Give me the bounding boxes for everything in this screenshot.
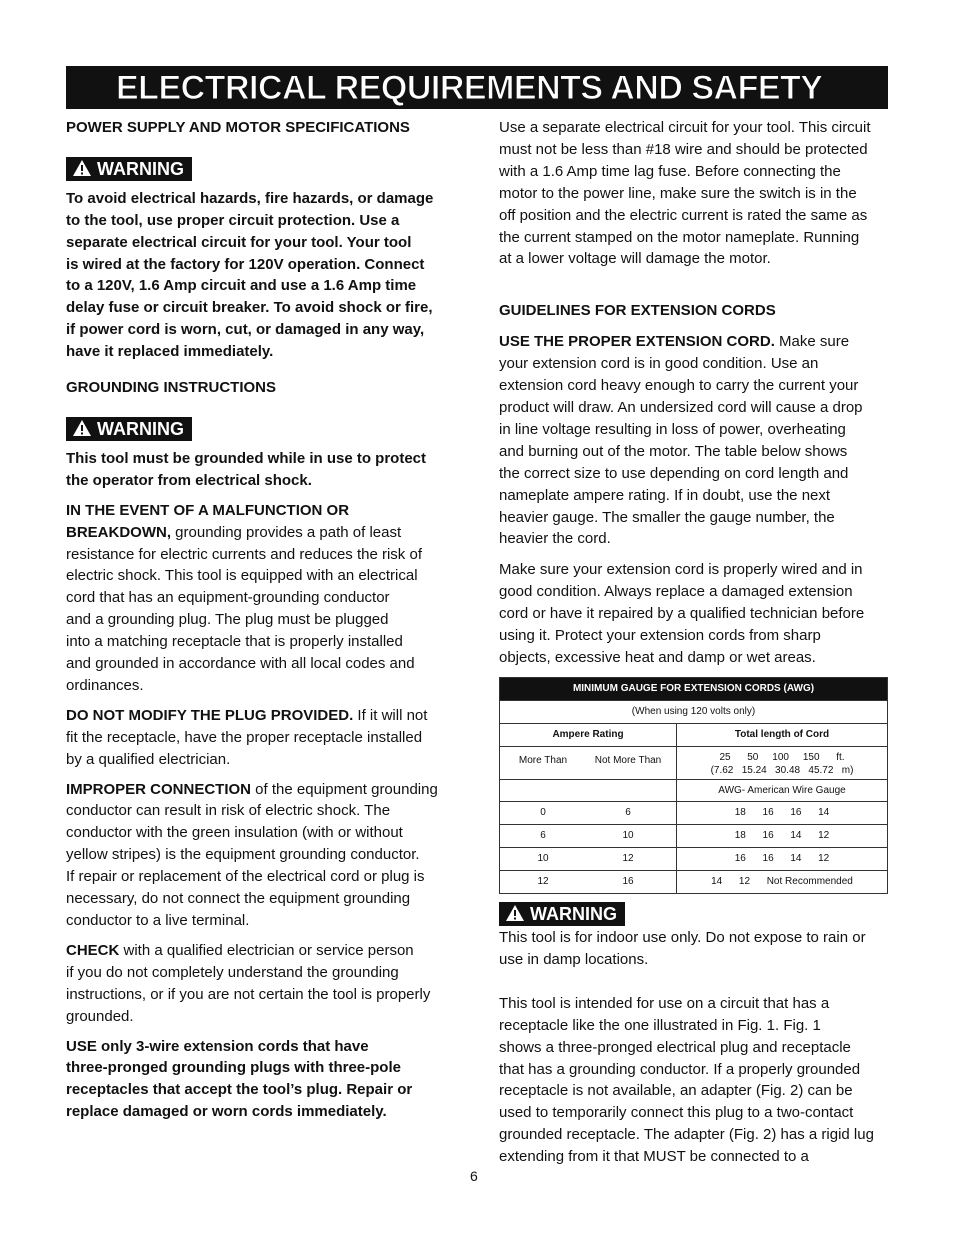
text-line: motor to the power line, make sure the switch is in the xyxy=(499,184,857,202)
extension-cord-table xyxy=(499,677,888,894)
text-line: that has a grounding conductor. If a properly grounded xyxy=(499,1060,861,1078)
text-line: receptacle is not available, an adapter (Fig. 2) can be xyxy=(499,1082,853,1100)
more-value: 10 xyxy=(537,853,549,865)
text-span: of the equipment grounding xyxy=(251,780,438,798)
warning-label: WARNING xyxy=(97,158,184,179)
text-line: with a 1.6 Amp time lag fuse. Before connecting the xyxy=(499,162,841,180)
warning-label: WARNING xyxy=(530,904,617,925)
gauge-cell: 14 12 Not Recommended xyxy=(677,871,888,894)
text-line: at a lower voltage will damage the motor. xyxy=(499,250,771,268)
text-line: used to temporarily connect this plug to a two-contact xyxy=(499,1104,854,1122)
notmore-value: 10 xyxy=(622,830,634,842)
text-line: grounded. xyxy=(66,1007,134,1025)
text-line: if power cord is worn, cut, or damaged in any way, xyxy=(66,321,425,339)
ampere-cell xyxy=(500,871,677,894)
empty-cell xyxy=(500,779,677,802)
text-line: grounded receptacle. The adapter (Fig. 2) has a rigid lug xyxy=(499,1126,874,1144)
section-heading-grounding: GROUNDING INSTRUCTIONS xyxy=(66,379,276,397)
section-heading-power: POWER SUPPLY AND MOTOR SPECIFICATIONS xyxy=(66,119,410,136)
text-line: use in damp locations. xyxy=(499,950,649,968)
text-span: grounding provides a path of least xyxy=(171,523,402,541)
text-line xyxy=(66,705,458,727)
gauge-cell: 16 16 14 12 xyxy=(677,848,888,871)
text-line: and grounded in accordance with all local codes and xyxy=(66,655,415,673)
more-value: 12 xyxy=(537,876,549,888)
header-ampere: Ampere Rating xyxy=(500,723,677,746)
text-line: the operator from electrical shock. xyxy=(66,471,312,489)
text-line: resistance for electric currents and reduces the risk of xyxy=(66,545,422,563)
notmore-value: 16 xyxy=(622,876,634,888)
gauge-cell: 18 16 16 14 xyxy=(677,802,888,825)
ampere-cell xyxy=(500,848,677,871)
bold-phrase: IMPROPER CONNECTION xyxy=(66,780,252,798)
text-line: if you do not completely understand the grounding xyxy=(66,963,399,981)
text-line: to the tool, use proper circuit protection. Use a xyxy=(66,211,400,229)
bold-phrase: BREAKDOWN, xyxy=(66,523,171,541)
text-line: conductor to a live terminal. xyxy=(66,912,250,929)
text-line: IN THE EVENT OF A MALFUNCTION OR xyxy=(66,501,350,519)
text-line: cord or have it repaired by a qualified technician before xyxy=(499,605,865,623)
gauge-cell: 18 16 14 12 xyxy=(677,825,888,848)
warning-text-2 xyxy=(66,448,458,492)
text-span: Make sure xyxy=(774,333,850,351)
text-line: into a matching receptacle that is properly installed xyxy=(66,633,403,651)
paragraph-3wire xyxy=(66,1036,458,1124)
paragraph-malfunction xyxy=(66,500,458,697)
page-title: ELECTRICAL REQUIREMENTS AND SAFETY xyxy=(116,69,823,107)
table-row xyxy=(500,802,888,825)
text-line: USE only 3-wire extension cords that have xyxy=(66,1037,369,1055)
text-line: your extension cord is in good condition. Use an xyxy=(499,355,819,373)
text-span: with a qualified electrician or service person xyxy=(119,941,414,959)
text-line: is wired at the factory for 120V operation. Connect xyxy=(66,255,425,273)
more-value: 6 xyxy=(540,830,546,842)
notmore-value: 12 xyxy=(622,853,634,865)
text-line: To avoid electrical hazards, fire hazards, or damage xyxy=(66,189,434,207)
text-line: good condition. Always replace a damaged extension xyxy=(499,583,853,601)
text-line: must not be less than #18 wire and should be protected xyxy=(499,140,868,158)
text-line: necessary, do not connect the equipment grounding xyxy=(66,890,411,908)
ampere-cell xyxy=(500,802,677,825)
paragraph-check xyxy=(66,940,458,1028)
warning-text-1 xyxy=(66,188,458,363)
text-line: Use a separate electrical circuit for your tool. This circuit xyxy=(499,119,871,136)
text-line: off position and the electric current is rated the same as xyxy=(499,206,868,224)
paragraph-circuit xyxy=(499,117,891,270)
text-line: and burning out of the motor. The table below shows xyxy=(499,442,848,460)
paragraph-indoor xyxy=(499,927,891,971)
text-line: nameplate ampere rating. If in doubt, use the next xyxy=(499,486,831,504)
text-line: have it replaced immediately. xyxy=(66,343,274,361)
warning-label: WARNING xyxy=(97,418,184,439)
bold-phrase: DO NOT MODIFY THE PLUG PROVIDED. xyxy=(66,706,354,724)
more-value: 0 xyxy=(540,807,546,819)
text-line xyxy=(66,940,458,962)
text-line: heavier gauge. The smaller the gauge number, the xyxy=(499,508,835,526)
bold-phrase: CHECK xyxy=(66,941,120,959)
paragraph-receptacle xyxy=(499,993,891,1168)
right-column xyxy=(499,117,891,1168)
text-line: delay fuse or circuit breaker. To avoid shock or fire, xyxy=(66,299,433,317)
text-line: the correct size to use depending on cord length and xyxy=(499,464,849,482)
not-more-than-label: Not More Than xyxy=(594,754,662,766)
text-line: yellow stripes) is the equipment grounding conductor. xyxy=(66,846,420,864)
text-line: extending from it that MUST be connected to a xyxy=(499,1148,809,1166)
text-line: using it. Protect your extension cords from sharp xyxy=(499,627,821,645)
awg-note: AWG- American Wire Gauge xyxy=(677,779,888,802)
subheader-ampere xyxy=(500,746,677,779)
page-number: 6 xyxy=(470,1168,478,1184)
text-line: This tool is intended for use on a circuit that has a xyxy=(499,994,830,1012)
text-span: If it will not xyxy=(353,706,428,724)
text-line: separate electrical circuit for your tool. Your tool xyxy=(66,233,412,251)
text-line: to a 120V, 1.6 Amp circuit and use a 1.6 Amp time xyxy=(66,277,417,295)
ampere-cell xyxy=(500,825,677,848)
text-line: by a qualified electrician. xyxy=(66,750,231,768)
table-row xyxy=(500,871,888,894)
meters-line: (7.62 15.24 30.48 45.72 m) xyxy=(710,764,854,776)
text-line: receptacle like the one illustrated in Fig. 1. Fig. 1 xyxy=(499,1016,821,1034)
bold-phrase: USE THE PROPER EXTENSION CORD. xyxy=(499,333,775,351)
paragraph-improper xyxy=(66,779,458,932)
warning-triangle-icon xyxy=(505,904,525,922)
text-line: conductor with the green insulation (with or without xyxy=(66,824,403,842)
title-bar xyxy=(66,66,888,109)
text-line: conductor can result in risk of electric shock. The xyxy=(66,802,391,820)
paragraph-wired xyxy=(499,559,891,669)
text-line: receptacles that accept the tool’s plug. Repair or xyxy=(66,1081,413,1099)
text-line: electric shock. This tool is equipped with an electrical xyxy=(66,567,418,585)
text-line: shows a three-pronged electrical plug and receptacle xyxy=(499,1038,851,1056)
text-line: in line voltage resulting in loss of power, overheating xyxy=(499,420,846,438)
text-line: three-pronged grounding plugs with three-pole xyxy=(66,1059,401,1077)
text-line: If repair or replacement of the electrical cord or plug is xyxy=(66,868,425,886)
text-line: fit the receptacle, have the proper receptacle installed xyxy=(66,728,423,746)
text-line: extension cord heavy enough to carry the current your xyxy=(499,377,859,395)
text-line: This tool must be grounded while in use to protect xyxy=(66,449,427,467)
paragraph-proper-cord xyxy=(499,331,891,550)
text-line: cord that has an equipment-grounding conductor xyxy=(66,589,390,607)
table-subtitle: (When using 120 volts only) xyxy=(500,700,888,723)
warning-badge xyxy=(66,157,192,181)
table-row xyxy=(500,825,888,848)
warning-badge xyxy=(66,417,192,441)
text-line: replace damaged or worn cords immediately. xyxy=(66,1103,387,1121)
text-line xyxy=(499,331,891,353)
warning-badge xyxy=(499,902,625,926)
text-line: Make sure your extension cord is properly wired and in xyxy=(499,561,863,579)
paragraph-plug xyxy=(66,705,458,771)
table-row xyxy=(500,848,888,871)
text-line: ordinances. xyxy=(66,676,144,694)
warning-triangle-icon xyxy=(72,159,92,177)
text-line: product will draw. An undersized cord will cause a drop xyxy=(499,398,863,416)
text-line xyxy=(66,779,458,801)
section-heading-extension: GUIDELINES FOR EXTENSION CORDS xyxy=(499,302,776,320)
header-length: Total length of Cord xyxy=(677,723,888,746)
text-line: and a grounding plug. The plug must be plugged xyxy=(66,611,389,629)
table-title: MINIMUM GAUGE FOR EXTENSION CORDS (AWG) xyxy=(500,677,888,700)
subheader-length xyxy=(677,746,888,779)
text-line: This tool is for indoor use only. Do not expose to rain or xyxy=(499,929,866,946)
text-line: heavier the cord. xyxy=(499,530,611,548)
more-than-label: More Than xyxy=(518,754,568,766)
notmore-value: 6 xyxy=(625,807,631,819)
left-column xyxy=(66,117,458,1123)
text-line: instructions, or if you are not certain the tool is properly xyxy=(66,985,431,1003)
feet-line: 25 50 100 150 ft. xyxy=(719,751,845,763)
text-line: the current stamped on the motor nameplate. Running xyxy=(499,228,860,246)
warning-triangle-icon xyxy=(72,419,92,437)
text-line: objects, excessive heat and damp or wet areas. xyxy=(499,648,816,666)
text-line xyxy=(66,522,458,544)
